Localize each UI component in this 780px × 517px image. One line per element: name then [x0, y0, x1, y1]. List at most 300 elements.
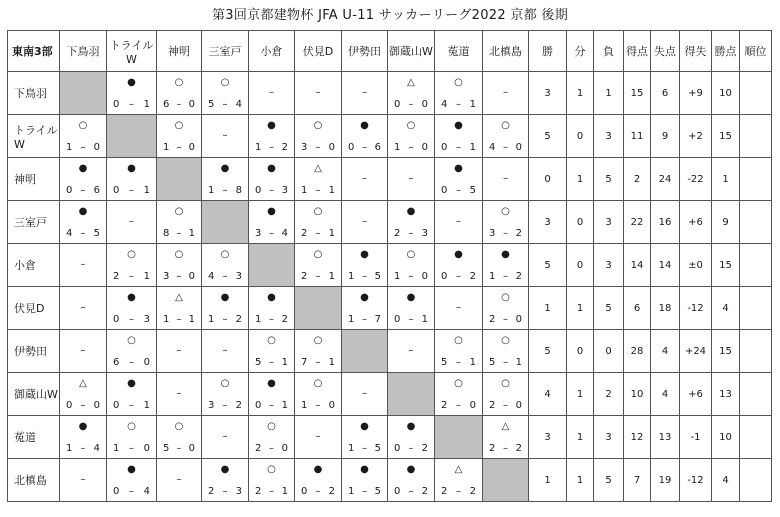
result-cell: [342, 373, 388, 416]
result-mark-icon: ○: [406, 249, 416, 260]
result-cell-content: [342, 158, 387, 200]
score-for: 2: [301, 228, 308, 239]
result-cell-content: [249, 201, 294, 243]
score-line: [342, 486, 387, 497]
column-header-team: 菟道: [435, 31, 483, 72]
result-cell-content: [60, 244, 106, 286]
score-against: 1: [328, 357, 335, 368]
score-against: 0: [93, 142, 100, 153]
score-for: 1: [66, 443, 73, 454]
stat-cell: 10: [712, 72, 740, 115]
result-cell: [483, 330, 529, 373]
score-separator: –: [456, 486, 461, 497]
score-for: 4: [66, 228, 73, 239]
score-against: 3: [235, 486, 242, 497]
stat-cell: 1: [567, 287, 594, 330]
result-cell: [107, 330, 157, 373]
row-team-name: 北槙島: [8, 459, 60, 502]
stat-cell: 0: [529, 158, 567, 201]
result-mark-icon: ○: [267, 335, 276, 346]
no-match-dash: –: [362, 173, 367, 184]
score-separator: –: [456, 271, 461, 282]
score-line: [60, 443, 106, 454]
result-mark-icon: ●: [220, 464, 230, 475]
score-for: 0: [394, 314, 401, 325]
score-separator: –: [129, 357, 134, 368]
score-separator: –: [222, 486, 228, 497]
score-against: 1: [281, 400, 288, 411]
result-cell-content: [435, 158, 482, 200]
score-line: [157, 99, 201, 110]
stat-cell: [740, 115, 772, 158]
score-separator: –: [222, 99, 228, 110]
score-line: [388, 228, 434, 239]
result-mark-icon: △: [79, 378, 87, 389]
stat-cell: 5: [594, 459, 624, 502]
score-against: 0: [328, 142, 335, 153]
stat-cell: 15: [712, 330, 740, 373]
result-cell-content: [249, 72, 294, 114]
result-cell-content: [435, 115, 482, 157]
score-for: 0: [255, 185, 262, 196]
score-against: 0: [188, 142, 195, 153]
score-against: 4: [281, 228, 288, 239]
score-line: [435, 99, 482, 110]
stat-cell: [740, 287, 772, 330]
no-match-dash: –: [80, 345, 86, 356]
result-cell-content: [202, 287, 248, 329]
stat-cell: 10: [624, 373, 651, 416]
result-cell: [295, 416, 342, 459]
score-against: 0: [515, 142, 522, 153]
score-line: [157, 228, 201, 239]
result-cell-content: [157, 244, 201, 286]
result-mark-icon: ○: [501, 120, 510, 131]
score-line: [435, 142, 482, 153]
column-header-team: 下鳥羽: [60, 31, 107, 72]
score-line: [60, 142, 106, 153]
score-against: 1: [421, 314, 428, 325]
stat-cell: 1: [567, 373, 594, 416]
result-mark-icon: ○: [501, 206, 510, 217]
result-cell: [342, 72, 388, 115]
result-mark-icon: ○: [267, 464, 276, 475]
score-for: 0: [394, 443, 401, 454]
result-cell: [342, 158, 388, 201]
stat-cell: 3: [594, 244, 624, 287]
result-cell: [107, 72, 157, 115]
score-against: 0: [515, 314, 522, 325]
score-against: 3: [235, 271, 242, 282]
stat-cell: ±0: [680, 244, 712, 287]
result-mark-icon: ●: [127, 378, 136, 389]
score-against: 0: [188, 443, 195, 454]
result-mark-icon: ●: [78, 421, 88, 432]
no-match-dash: –: [503, 173, 508, 184]
result-cell-content: [342, 201, 387, 243]
stat-cell: 22: [624, 201, 651, 244]
score-for: 0: [348, 142, 355, 153]
score-for: 5: [441, 357, 448, 368]
score-line: [202, 271, 248, 282]
result-mark-icon: ○: [127, 249, 136, 260]
result-cell-content: [388, 330, 434, 372]
result-mark-icon: ○: [501, 292, 510, 303]
stat-cell: +2: [680, 115, 712, 158]
no-match-dash: –: [129, 216, 134, 227]
stat-cell: 2: [624, 158, 651, 201]
no-match-dash: –: [222, 431, 228, 442]
result-cell-content: [342, 459, 387, 501]
score-for: 1: [348, 314, 355, 325]
result-mark-icon: ○: [454, 335, 463, 346]
score-separator: –: [456, 357, 461, 368]
result-cell: [388, 416, 435, 459]
score-for: 1: [163, 142, 170, 153]
result-cell-content: [157, 330, 201, 372]
stat-cell: 5: [529, 244, 567, 287]
stat-cell: -12: [680, 459, 712, 502]
score-separator: –: [503, 357, 508, 368]
result-mark-icon: ○: [220, 77, 230, 88]
result-cell-content: [202, 330, 248, 372]
score-line: [435, 400, 482, 411]
column-header-stat: 勝点: [712, 31, 740, 72]
score-against: 8: [235, 185, 242, 196]
stat-cell: 10: [712, 416, 740, 459]
score-line: [388, 443, 434, 454]
score-separator: –: [456, 99, 461, 110]
result-cell: [202, 416, 249, 459]
result-mark-icon: ○: [127, 421, 136, 432]
stat-cell: 13: [712, 373, 740, 416]
table-row: [8, 72, 772, 115]
score-separator: –: [408, 228, 414, 239]
score-separator: –: [176, 228, 182, 239]
score-separator: –: [80, 142, 86, 153]
score-line: [388, 486, 434, 497]
result-mark-icon: ●: [454, 163, 463, 174]
result-cell: [435, 158, 483, 201]
score-against: 1: [469, 99, 476, 110]
result-mark-icon: ○: [501, 335, 510, 346]
stat-cell: 3: [529, 72, 567, 115]
stat-cell: -22: [680, 158, 712, 201]
result-mark-icon: ●: [406, 206, 416, 217]
score-against: 1: [469, 142, 476, 153]
no-match-dash: –: [176, 345, 182, 356]
stat-cell: 15: [712, 115, 740, 158]
stat-cell: 5: [594, 158, 624, 201]
result-mark-icon: ●: [220, 292, 230, 303]
column-header-team: 三室戸: [202, 31, 249, 72]
score-line: [483, 271, 528, 282]
score-line: [60, 228, 106, 239]
score-separator: –: [456, 142, 461, 153]
result-cell: [107, 373, 157, 416]
result-cell-content: [60, 287, 106, 329]
result-mark-icon: ●: [267, 120, 276, 131]
no-match-dash: –: [362, 216, 367, 227]
result-cell: [157, 330, 202, 373]
result-cell-content: [202, 72, 248, 114]
result-cell-content: [342, 244, 387, 286]
score-separator: –: [80, 400, 86, 411]
score-line: [107, 486, 156, 497]
score-for: 4: [208, 271, 215, 282]
table-row: [8, 416, 772, 459]
diagonal-cell: [342, 330, 388, 373]
score-against: 2: [235, 314, 242, 325]
result-cell: [157, 416, 202, 459]
score-against: 0: [515, 400, 522, 411]
result-cell: [202, 287, 249, 330]
score-separator: –: [129, 271, 134, 282]
result-mark-icon: △: [175, 292, 183, 303]
stat-cell: 3: [594, 201, 624, 244]
result-cell: [157, 373, 202, 416]
result-cell: [295, 72, 342, 115]
result-cell: [157, 201, 202, 244]
result-cell-content: [249, 287, 294, 329]
no-match-dash: –: [408, 345, 414, 356]
result-cell-content: [202, 158, 248, 200]
result-cell-content: [157, 287, 201, 329]
score-for: 2: [255, 486, 262, 497]
result-mark-icon: ○: [174, 421, 184, 432]
stat-cell: [740, 459, 772, 502]
stat-cell: 3: [529, 416, 567, 459]
score-against: 0: [469, 400, 476, 411]
column-header-stat: 分: [567, 31, 594, 72]
result-cell-content: [388, 244, 434, 286]
score-for: 3: [163, 271, 170, 282]
stat-cell: 13: [651, 416, 680, 459]
score-separator: –: [269, 185, 274, 196]
score-for: 1: [255, 142, 262, 153]
no-match-dash: –: [176, 474, 182, 485]
score-separator: –: [408, 271, 414, 282]
result-mark-icon: ○: [313, 335, 323, 346]
score-for: 2: [113, 271, 120, 282]
result-cell-content: [295, 373, 341, 415]
result-mark-icon: ●: [127, 464, 136, 475]
result-mark-icon: ●: [406, 464, 416, 475]
diagonal-cell: [295, 287, 342, 330]
score-separator: –: [80, 185, 86, 196]
diagonal-cell: [435, 416, 483, 459]
score-for: 2: [301, 271, 308, 282]
result-cell: [295, 244, 342, 287]
stat-cell: 24: [651, 158, 680, 201]
column-header-stat: 失点: [651, 31, 680, 72]
score-separator: –: [456, 400, 461, 411]
score-for: 1: [113, 443, 120, 454]
score-line: [249, 228, 294, 239]
score-for: 3: [208, 400, 215, 411]
result-mark-icon: ○: [174, 249, 184, 260]
score-separator: –: [503, 271, 508, 282]
result-mark-icon: ●: [127, 292, 136, 303]
score-separator: –: [80, 443, 86, 454]
result-mark-icon: ○: [313, 378, 323, 389]
result-cell-content: [202, 373, 248, 415]
score-for: 3: [489, 228, 496, 239]
diagonal-cell: [483, 459, 529, 502]
stat-cell: +6: [680, 201, 712, 244]
result-cell: [202, 373, 249, 416]
row-team-name: 伊勢田: [8, 330, 60, 373]
score-against: 0: [143, 443, 150, 454]
score-separator: –: [269, 142, 274, 153]
score-against: 1: [143, 185, 150, 196]
result-cell-content: [388, 115, 434, 157]
result-mark-icon: ●: [406, 421, 416, 432]
score-against: 0: [328, 400, 335, 411]
result-cell-content: [157, 373, 201, 415]
result-cell: [483, 287, 529, 330]
score-line: [107, 99, 156, 110]
result-cell: [388, 201, 435, 244]
table-row: [8, 373, 772, 416]
no-match-dash: –: [362, 388, 367, 399]
score-for: 8: [163, 228, 170, 239]
result-cell: [483, 373, 529, 416]
result-mark-icon: ●: [360, 120, 369, 131]
no-match-dash: –: [176, 388, 182, 399]
result-mark-icon: ○: [174, 120, 184, 131]
result-cell: [483, 72, 529, 115]
score-against: 5: [374, 271, 381, 282]
stat-cell: 15: [624, 72, 651, 115]
score-line: [483, 357, 528, 368]
result-cell-content: [157, 115, 201, 157]
result-mark-icon: ○: [313, 120, 323, 131]
result-cell-content: [342, 373, 387, 415]
score-against: 2: [235, 400, 242, 411]
stat-cell: 9: [712, 201, 740, 244]
result-mark-icon: ●: [127, 77, 136, 88]
score-against: 1: [143, 400, 150, 411]
score-against: 5: [469, 185, 476, 196]
stat-cell: [740, 201, 772, 244]
result-cell: [483, 158, 529, 201]
result-cell: [342, 459, 388, 502]
page-title: 第3回京都建物杯 JFA U-11 サッカーリーグ2022 京都 後期: [211, 8, 569, 23]
row-team-name: トライルW: [8, 115, 60, 158]
result-cell-content: [249, 158, 294, 200]
score-against: 1: [188, 314, 195, 325]
result-mark-icon: △: [501, 421, 510, 432]
score-line: [388, 99, 434, 110]
result-cell: [435, 244, 483, 287]
result-cell: [435, 115, 483, 158]
score-separator: –: [315, 400, 321, 411]
score-for: 1: [208, 314, 215, 325]
result-mark-icon: ○: [220, 378, 230, 389]
result-mark-icon: ○: [78, 120, 88, 131]
result-mark-icon: ●: [454, 249, 463, 260]
score-against: 0: [281, 443, 288, 454]
stat-cell: 4: [651, 330, 680, 373]
result-cell-content: [295, 244, 341, 286]
score-line: [483, 443, 528, 454]
result-cell: [388, 244, 435, 287]
result-cell: [388, 72, 435, 115]
score-against: 1: [328, 271, 335, 282]
score-for: 1: [208, 185, 215, 196]
score-separator: –: [315, 185, 321, 196]
score-separator: –: [315, 271, 321, 282]
result-cell-content: [107, 201, 156, 243]
diagonal-cell: [388, 373, 435, 416]
column-header-stat: 勝: [529, 31, 567, 72]
result-mark-icon: ●: [220, 163, 230, 174]
score-against: 1: [143, 271, 150, 282]
stat-cell: 19: [651, 459, 680, 502]
result-cell: [483, 416, 529, 459]
no-match-dash: –: [315, 431, 321, 442]
result-cell-content: [295, 201, 341, 243]
score-for: 0: [113, 486, 120, 497]
score-line: [435, 357, 482, 368]
result-cell-content: [157, 459, 201, 501]
table-row: [8, 244, 772, 287]
score-line: [295, 185, 341, 196]
result-cell-content: [435, 287, 482, 329]
stat-cell: 7: [624, 459, 651, 502]
stat-cell: 1: [594, 72, 624, 115]
no-match-dash: –: [222, 345, 228, 356]
result-cell: [388, 115, 435, 158]
result-mark-icon: △: [314, 163, 322, 174]
score-for: 5: [489, 357, 496, 368]
column-header-team: トライルW: [107, 31, 157, 72]
result-mark-icon: △: [407, 77, 415, 88]
score-for: 2: [255, 443, 262, 454]
score-separator: –: [503, 443, 508, 454]
table-row: [8, 115, 772, 158]
score-for: 1: [255, 314, 262, 325]
result-cell-content: [157, 416, 201, 458]
diagonal-cell: [107, 115, 157, 158]
result-cell-content: [202, 459, 248, 501]
result-cell: [202, 244, 249, 287]
result-cell-content: [60, 158, 106, 200]
result-cell-content: [342, 416, 387, 458]
score-line: [435, 271, 482, 282]
result-cell: [60, 287, 107, 330]
result-cell-content: [388, 72, 434, 114]
column-header-team: 北槙島: [483, 31, 529, 72]
result-cell: [202, 459, 249, 502]
score-separator: –: [176, 271, 182, 282]
score-against: 2: [515, 443, 522, 454]
score-against: 4: [93, 443, 100, 454]
result-cell: [107, 416, 157, 459]
score-line: [202, 486, 248, 497]
score-against: 0: [421, 99, 428, 110]
result-mark-icon: ●: [360, 249, 369, 260]
score-line: [483, 314, 528, 325]
column-header-team: 御蔵山W: [388, 31, 435, 72]
stat-cell: 4: [712, 459, 740, 502]
header-row: [8, 31, 772, 72]
result-cell-content: [249, 373, 294, 415]
result-cell-content: [342, 72, 387, 114]
score-line: [249, 400, 294, 411]
stat-cell: 0: [567, 244, 594, 287]
